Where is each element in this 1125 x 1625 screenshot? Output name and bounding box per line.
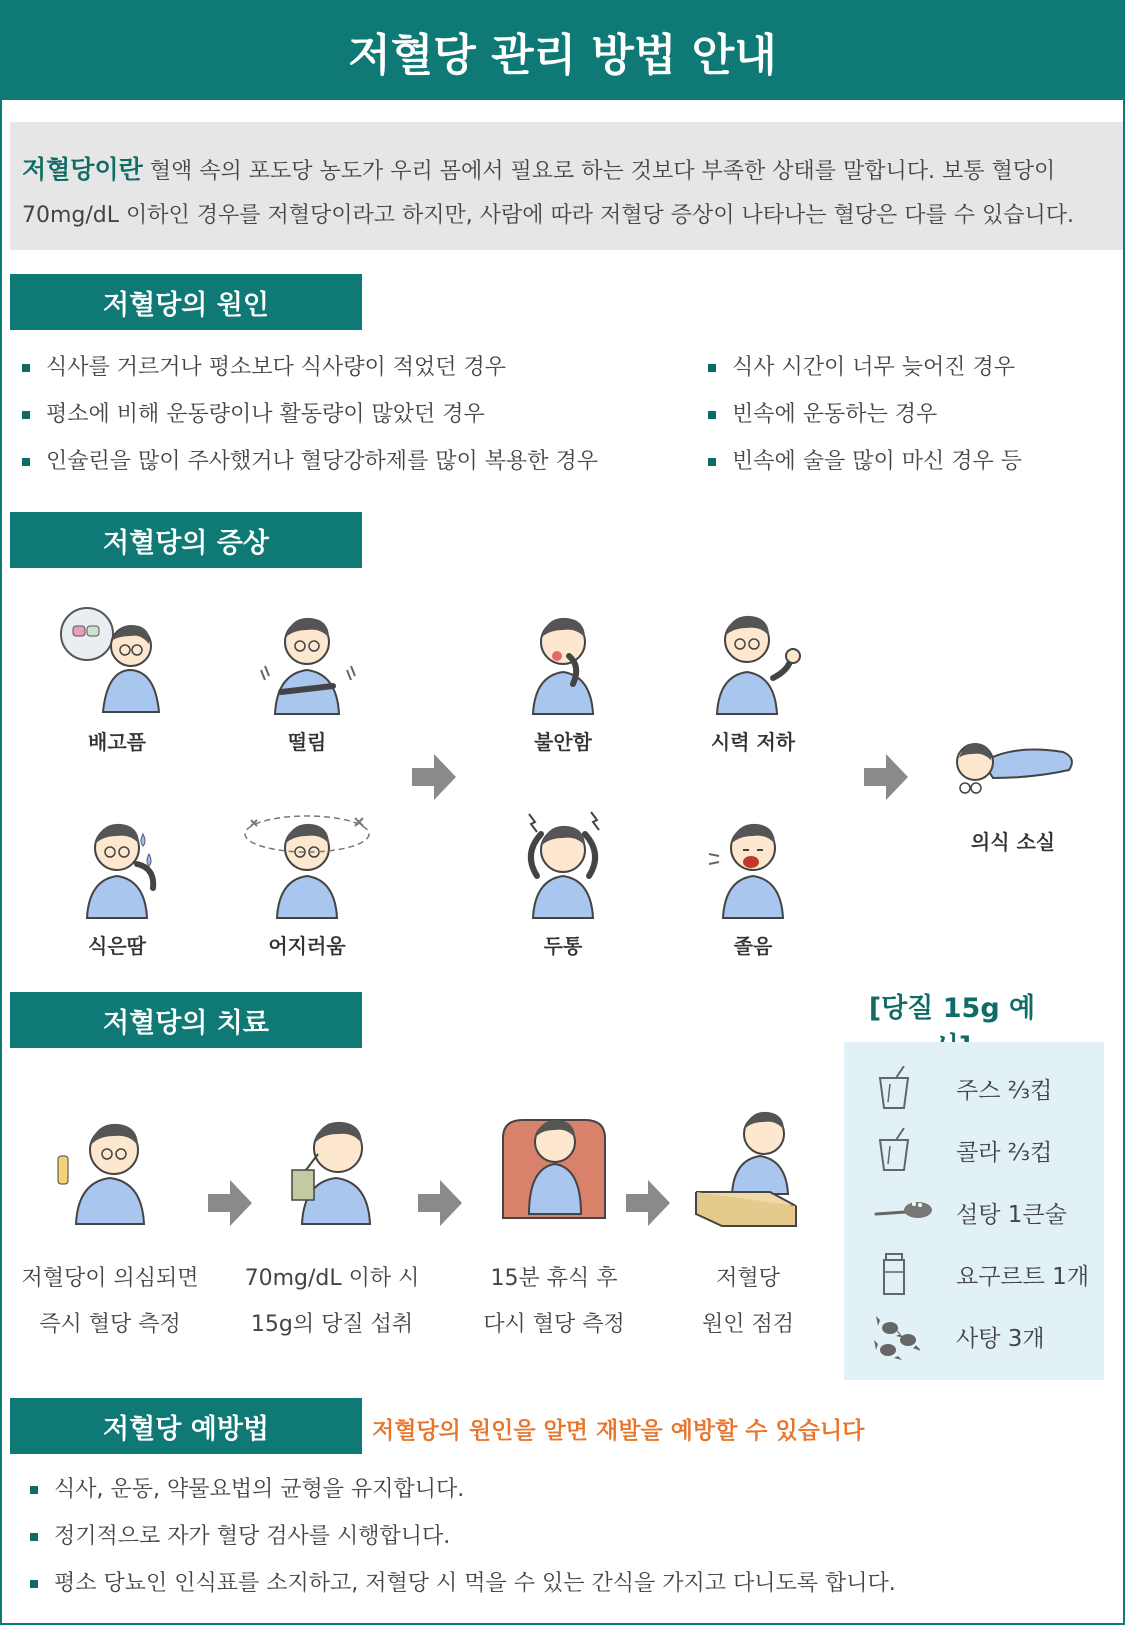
- list-item: 식사를 거르거나 평소보다 식사량이 적었던 경우: [18, 348, 598, 395]
- resting-in-chair-illustration-icon: [489, 1098, 619, 1228]
- symptom-label: 식은땀: [88, 934, 146, 958]
- list-item: 식사, 운동, 약물요법의 균형을 유지합니다.: [26, 1470, 896, 1517]
- treatment-step-3: [454, 1098, 654, 1348]
- symptom-dizziness: [232, 804, 382, 959]
- vision-loss-illustration-icon: [693, 600, 813, 720]
- treatment-step-1: [10, 1098, 210, 1348]
- page-title: 저혈당 관리 방법 안내: [2, 2, 1123, 100]
- list-item: 정기적으로 자가 혈당 검사를 시행합니다.: [26, 1517, 896, 1564]
- step-line-2: 15g의 당질 섭취: [250, 1312, 414, 1337]
- anxiety-illustration-icon: [503, 600, 623, 720]
- list-item: 식사 시간이 너무 늦어진 경우: [704, 348, 1022, 395]
- list-item: 빈속에 술을 많이 마신 경우 등: [704, 442, 1022, 489]
- example-label: 콜라 ⅔컵: [956, 1140, 1053, 1166]
- step-line-1: 70mg/dL 이하 시: [244, 1266, 420, 1291]
- arrow-right-icon: [864, 754, 908, 800]
- cup-icon: [874, 1066, 914, 1110]
- list-item: 인슐린을 많이 주사했거나 혈당강하제를 많이 복용한 경우: [18, 442, 598, 489]
- symptom-tremor: [232, 600, 382, 755]
- example-label: 사탕 3개: [956, 1326, 1045, 1352]
- step-line-2: 즉시 혈당 측정: [39, 1312, 181, 1337]
- causes-heading: 저혈당의 원인: [10, 274, 362, 330]
- treatment-heading: 저혈당의 치료: [10, 992, 362, 1048]
- list-item: [844, 1120, 1104, 1180]
- list-item: 평소에 비해 운동량이나 활동량이 많았던 경우: [18, 395, 598, 442]
- list-item: 평소 당뇨인 인식표를 소지하고, 저혈당 시 먹을 수 있는 간식을 가지고 다니도록 합니다.: [26, 1564, 896, 1611]
- symptom-label: 불안함: [534, 730, 592, 754]
- symptom-label: 의식 소실: [970, 830, 1056, 854]
- symptom-label: 졸음: [733, 934, 773, 958]
- symptom-unconscious: [938, 722, 1088, 855]
- example-label: 주스 ⅔컵: [956, 1078, 1053, 1104]
- candy-icon: [874, 1314, 924, 1362]
- step-line-1: 15분 휴식 후: [490, 1266, 618, 1291]
- intro-text-2: 70mg/dL 이하인 경우를 저혈당이라고 하지만, 사람에 따라 저혈당 증상이 나타나는 혈당은 다를 수 있습니다.: [22, 203, 1075, 228]
- example-label: 설탕 1큰술: [956, 1202, 1067, 1228]
- symptom-hunger: [42, 600, 192, 755]
- symptom-cold-sweat: [42, 804, 192, 959]
- symptom-vision: [678, 600, 828, 755]
- symptoms-heading: 저혈당의 증상: [10, 512, 362, 568]
- symptom-label: 배고픔: [88, 730, 146, 754]
- list-item: [844, 1182, 1104, 1242]
- spoon-icon: [874, 1190, 934, 1234]
- prevention-subtitle: 저혈당의 원인을 알면 재발을 예방할 수 있습니다: [372, 1418, 865, 1444]
- list-item: [844, 1244, 1104, 1304]
- tremor-illustration-icon: [247, 600, 367, 720]
- glucose-check-illustration-icon: [50, 1098, 170, 1228]
- arrow-right-icon: [412, 754, 456, 800]
- headache-illustration-icon: [503, 804, 623, 924]
- drinking-juice-illustration-icon: [272, 1098, 392, 1228]
- sweat-illustration-icon: [57, 804, 177, 924]
- treatment-step-2: [232, 1098, 432, 1348]
- causes-list-right: [704, 348, 1022, 489]
- sugar-examples-box: [844, 1042, 1104, 1380]
- symptom-label: 시력 저하: [710, 730, 796, 754]
- prevention-list: [26, 1470, 896, 1611]
- step-line-2: 다시 혈당 측정: [483, 1312, 625, 1337]
- intro-box: [10, 122, 1123, 250]
- symptom-label: 어지러움: [268, 934, 346, 958]
- list-item: 빈속에 운동하는 경우: [704, 395, 1022, 442]
- yogurt-icon: [874, 1252, 914, 1296]
- prevention-heading: 저혈당 예방법: [10, 1398, 362, 1454]
- symptom-anxiety: [488, 600, 638, 755]
- list-item: [844, 1058, 1104, 1118]
- step-line-1: 저혈당이 의심되면: [21, 1266, 199, 1291]
- intro-text-1: 혈액 속의 포도당 농도가 우리 몸에서 필요로 하는 것보다 부족한 상태를 말합니다. 보통 혈당이: [142, 159, 1056, 184]
- drowsiness-illustration-icon: [693, 804, 813, 924]
- list-item: [844, 1306, 1104, 1366]
- cup-icon: [874, 1128, 914, 1172]
- example-label: 요구르트 1개: [956, 1264, 1090, 1290]
- step-line-2: 원인 점검: [701, 1312, 794, 1337]
- unconscious-illustration-icon: [943, 722, 1083, 802]
- hunger-illustration-icon: [57, 600, 177, 720]
- intro-lead: 저혈당이란: [22, 155, 143, 184]
- treatment-step-4: [648, 1098, 848, 1348]
- symptom-label: 두통: [543, 934, 583, 958]
- dizziness-illustration-icon: [237, 804, 377, 924]
- sugar-examples-title: [당질 15g 예: [868, 993, 1036, 1024]
- symptom-headache: [488, 804, 638, 959]
- step-line-1: 저혈당: [716, 1266, 780, 1291]
- causes-list-left: [18, 348, 598, 489]
- check-cause-illustration-icon: [688, 1098, 808, 1228]
- symptom-drowsiness: [678, 804, 828, 959]
- symptom-label: 떨림: [287, 730, 327, 754]
